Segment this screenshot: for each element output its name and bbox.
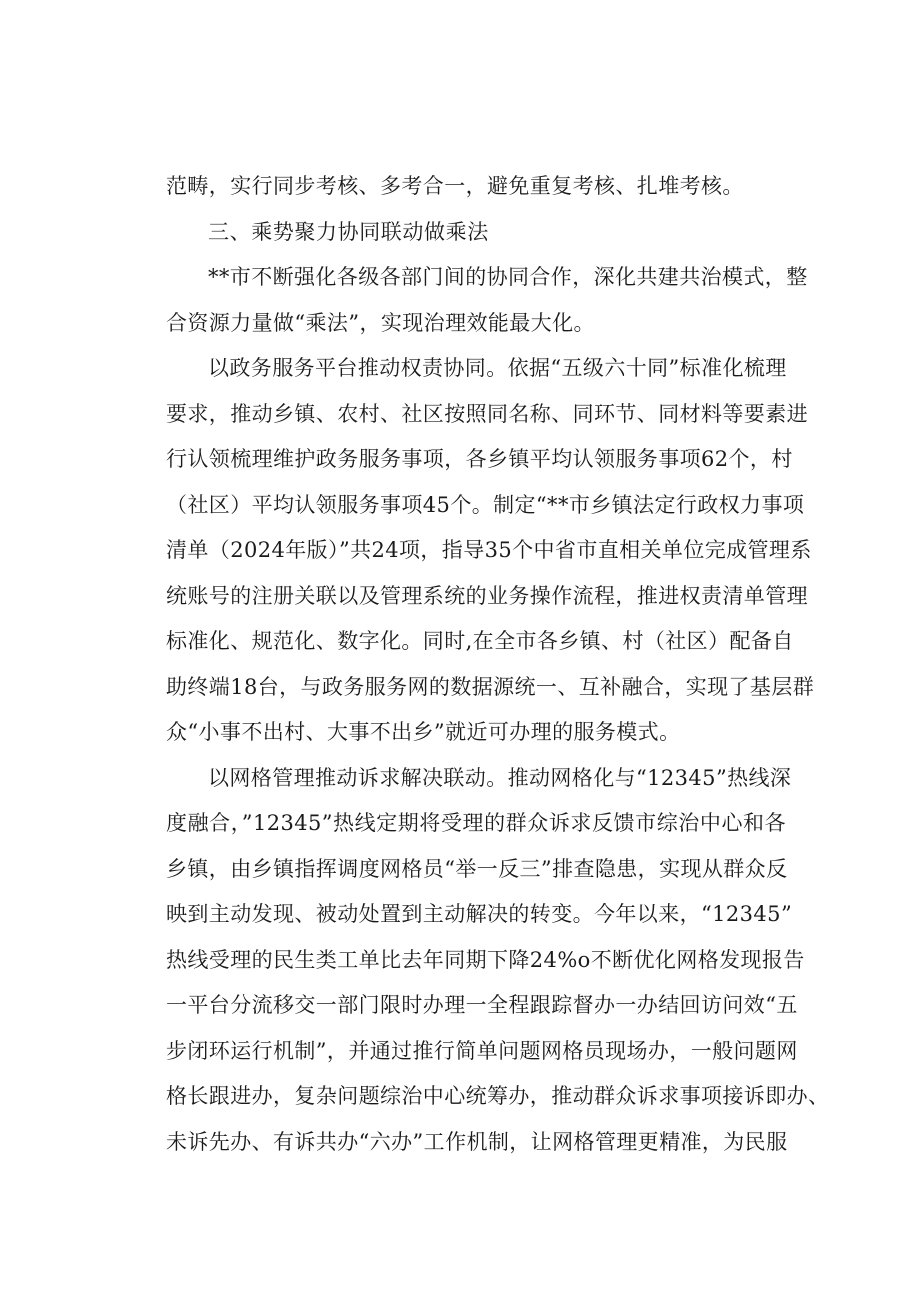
- paragraph-line: 众“小事不出村、大事不出乡”就近可办理的服务模式。: [166, 720, 681, 744]
- paragraph-line: 合资源力量做“乘法”，实现治理效能最大化。: [166, 310, 595, 335]
- paragraph-line: 以政务服务平台推动权责协同。依据“五级六十同”标准化梳理: [208, 356, 787, 380]
- paragraph-line: 要求，推动乡镇、农村、社区按照同名称、同环节、同材料等要素进: [166, 401, 808, 426]
- paragraph-line: 映到主动发现、被动处置到主动解决的转变。今年以来，“12345”: [166, 902, 793, 926]
- paragraph-line: 度融合，”12345”热线定期将受理的群众诉求反馈市综治中心和各: [166, 811, 786, 835]
- paragraph-line: 一平台分流移交一部门限时办理一全程跟踪督办一办结回访问效“五: [166, 993, 798, 1017]
- paragraph-line: 统账号的注册关联以及管理系统的业务操作流程，推进权责清单管理: [166, 583, 808, 608]
- paragraph-line: 步闭环运行机制”，并通过推行简单问题网格员现场办，一般问题网: [166, 1038, 798, 1063]
- paragraph-line: 标准化、规范化、数字化。同时,在全市各乡镇、村（社区）配备自: [166, 629, 794, 653]
- paragraph-line: 行认领梳理维护政务服务事项，各乡镇平均认领服务事项62个，村: [166, 447, 793, 471]
- paragraph-line: 范畴，实行同步考核、多考合一，避免重复考核、扎堆考核。: [166, 174, 744, 198]
- paragraph-line: 助终端18台，与政务服务网的数据源统一、互补融合，实现了基层群: [166, 674, 815, 699]
- section-heading: 三、乘势聚力协同联动做乘法: [208, 219, 489, 244]
- paragraph-line: 以网格管理推动诉求解决联动。推动网格化与“12345”热线深: [208, 765, 792, 790]
- body-text: [166, 164, 830, 1165]
- paragraph-line: **市不断强化各级各部门间的协同合作，深化共建共治模式，整: [208, 265, 808, 289]
- paragraph-line: 格长跟进办，复杂问题综治中心统筹办，推动群众诉求事项接诉即办、: [166, 1084, 830, 1108]
- paragraph-line: 未诉先办、有诉共办“六办”工作机制，让网格管理更精准，为民服: [166, 1129, 788, 1154]
- paragraph-line: （社区）平均认领服务事项45个。制定“**市乡镇法定行政权力事项: [166, 492, 805, 517]
- paragraph-line: 热线受理的民生类工单比去年同期下降24%o不断优化网格发现报告: [166, 947, 805, 972]
- paragraph-line: 乡镇，由乡镇指挥调度网格员“举一反三”排查隐患，实现从群众反: [166, 856, 788, 881]
- paragraph-line: 清单（2024年版）”共24项，指导35个中省市直相关单位完成管理系: [166, 538, 812, 562]
